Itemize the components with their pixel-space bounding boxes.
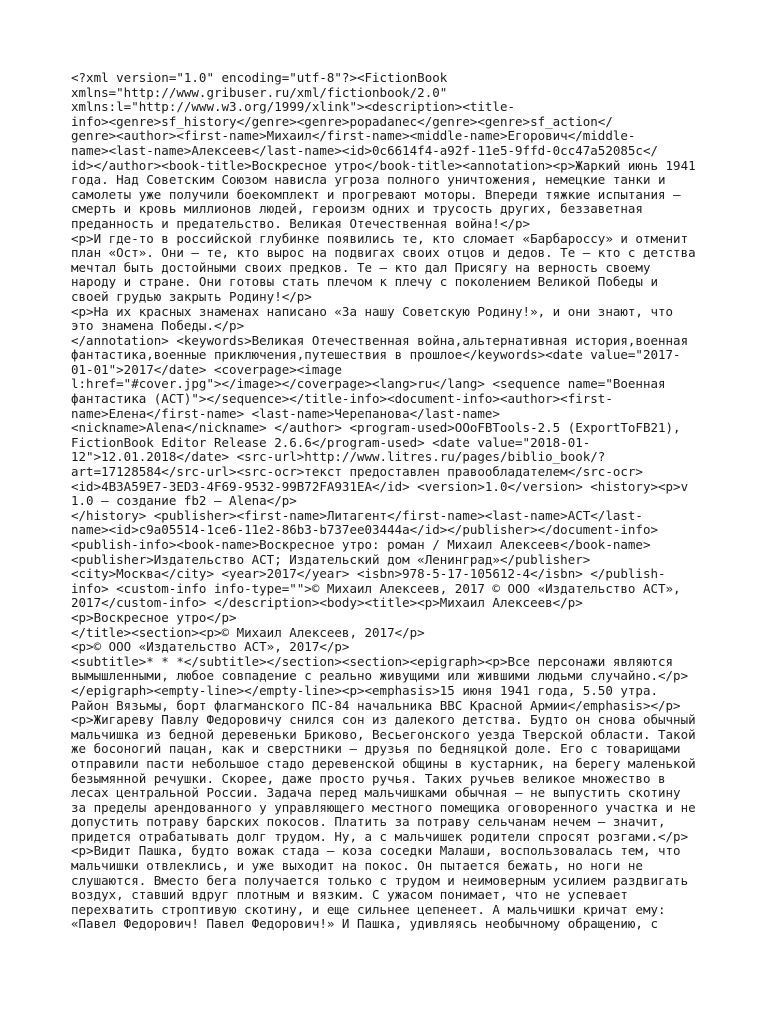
text-line: </epigraph><empty-line></empty-line><p><emphasis>15 июня 1941 года, 5.50 утра. [71, 683, 658, 698]
text-line: смерть и кровь миллионов людей, героизм одних и трусость других, беззаветная [71, 202, 643, 217]
text-line: мальчишки отвлеклись, и уже выходит на покос. Он пытается бежать, но ноги не [71, 859, 643, 874]
text-line: <publisher>Издательство АСТ; Издательский дом «Ленинград»</publisher> [71, 552, 591, 567]
text-line: xmlns:l="http://www.w3.org/1999/xlink"><description><title- [71, 100, 516, 115]
text-line: фантастика (АСТ)"></sequence></title-info><document-info><author><first- [71, 392, 613, 407]
text-line: вымышленными, любое совпадение с реально живущими или жившими людьми случайно.</p> [71, 669, 689, 684]
text-line: Район Вязьмы, борт флагманского ПС-84 начальника ВВС Красной Армии</emphasis></p> [71, 698, 681, 713]
text-line: <nickname>Alena</nickname> </author> <program-used>OOoFBTools-2.5 (ExportToFB21), [71, 421, 681, 436]
text-line: мальчишка из бедной деревеньки Бриково, Весьегонского уезда Тверской области. Такой [71, 727, 696, 742]
text-line: l:href="#cover.jpg"></image></coverpage><lang>ru</lang> <sequence name="Военная [71, 377, 666, 392]
text-line: <id>4B3A59E7-3ED3-4F69-9532-99B72FA931EA</id> <version>1.0</version> <history><p>v [71, 479, 689, 494]
text-line: мечтал быть достойными своих предков. Те – кто дал Присягу на верность своему [71, 260, 651, 275]
text-line: 01-01">2017</date> <coverpage><image [71, 362, 342, 377]
text-line: name><last-name>Алексеев</last-name><id>0c6614f4-a92f-11e5-9ffd-0cc47a52085c</ [71, 143, 658, 158]
text-line: 12">12.01.2018</date> <src-url>http://www.litres.ru/pages/biblio_book/? [71, 450, 606, 465]
text-line: FictionBook Editor Release 2.6.6</program-used> <date value="2018-01- [71, 435, 591, 450]
text-line: года. Над Советским Союзом нависла угроза полного уничтожения, немецкие танки и [71, 173, 666, 188]
text-line: фантастика,военные приключения,путешествия в прошлое</keywords><date value="2017- [71, 348, 681, 363]
text-line: <?xml version="1.0" encoding="utf-8"?><FictionBook [71, 71, 448, 85]
text-line: info> <custom-info info-type="">© Михаил Алексеев, 2017 © ООО «Издательство АСТ», [71, 581, 681, 596]
text-line: <p>Жигареву Павлу Федоровичу снился сон из далекого детства. Будто он снова обычный [71, 713, 696, 728]
text-line: же босоногий пацан, как и сверстники – друзья по бедняцкой доле. Его с товарищами [71, 742, 681, 757]
text-line: <p>© ООО «Издательство АСТ», 2017</p> [71, 640, 350, 655]
text-line: art=17128584</src-url><src-ocr>текст предоставлен правообладателем</src-ocr> [71, 465, 643, 480]
text-line: <publish-info><book-name>Воскресное утро: роман / Михаил Алексеев</book-name> [71, 538, 651, 552]
text-line: genre><author><first-name>Михаил</first-name><middle-name>Егорович</middle- [71, 129, 636, 144]
text-line: <city>Москва</city> <year>2017</year> <isbn>978-5-17-105612-4</isbn> </publish- [71, 567, 666, 582]
document-body [71, 71, 711, 932]
text-line: придется отрабатывать долг трудом. Ну, а с мальчишек родители спросят розгами.</p> [71, 829, 689, 844]
text-line: <p>Воскресное утро</p> [71, 610, 237, 625]
text-line: <p>И где-то в российской глубинке появились те, кто сломает «Барбароссу» и отменит [71, 231, 689, 246]
text-line: план «Ост». Они – те, кто вырос на подвигах своих отцов и дедов. Те – кто с детства [71, 246, 696, 261]
text-line: своей грудью закрыть Родину!</p> [71, 289, 312, 304]
text-line: </title><section><p>© Михаил Алексеев, 2017</p> [71, 625, 425, 640]
text-line: <p>Видит Пашка, будто вожак стада – коза соседки Малаши, воспользовалась тем, что [71, 844, 681, 859]
text-line: <p>На их красных знаменах написано «За нашу Советскую Родину!», и они знают, что [71, 304, 674, 319]
text-line: за пределы арендованного у управляющего местного помещика оговоренного участка и не [71, 800, 696, 815]
text-line: безымянной речушки. Скорее, даже просто ручья. Таких ручьев великое множество в [71, 771, 666, 786]
text-line: 1.0 – создание fb2 – Alena</p> [71, 494, 297, 509]
text-line: преданность и предательство. Великая Отечественная война!</p> [71, 216, 531, 231]
text-line: id></author><book-title>Воскресное утро</book-title><annotation><p>Жаркий июнь 1941 [71, 158, 696, 173]
text-line: это знамена Победы.</p> [71, 319, 245, 334]
text-line: </history> <publisher><first-name>Литагент</first-name><last-name>АСТ</last- [71, 508, 643, 523]
text-line: name><id>c9a05514-1ce6-11e2-86b3-b737ee03444a</id></publisher></document-info> [71, 523, 658, 538]
text-line: <subtitle>* * *</subtitle></section><section><epigraph><p>Все персонажи являются [71, 654, 674, 669]
text-line: слушаются. Вместо бега получается только с трудом и неимоверным усилием раздвигать [71, 873, 689, 888]
text-line: name>Елена</first-name> <last-name>Черепанова</last-name> [71, 406, 500, 421]
text-line: народу и стране. Они готовы стать плечом к плечу с поколением Великой Победы и [71, 275, 658, 290]
text-line: самолеты уже получили боекомплект и прогревают моторы. Впереди тяжкие испытания – [71, 187, 681, 202]
text-line: воздух, ставший вдруг плотным и вязким. С ужасом понимает, что не успевает [71, 888, 628, 903]
text-line: отправили пасти небольшое стадо деревенской общины в кустарник, на берегу маленькой [71, 756, 696, 771]
text-line: 2017</custom-info> </description><body><title><p>Михаил Алексеев</p> [71, 596, 583, 611]
text-line: допустить потраву барских покосов. Платить за потраву сельчанам нечем – значит, [71, 815, 666, 830]
text-line: «Павел Федорович! Павел Федорович!» И Пашка, удивляясь необычному обращению, с [71, 917, 658, 932]
text-line: info><genre>sf_history</genre><genre>popadanec</genre><genre>sf_action</ [71, 114, 613, 129]
text-line: перехватить строптивую скотину, и еще сильнее цепенеет. А мальчишки кричат ему: [71, 902, 666, 917]
text-line: xmlns="http://www.gribuser.ru/xml/fictionbook/2.0" [71, 85, 448, 100]
text-line: </annotation> <keywords>Великая Отечественная война,альтернативная история,военная [71, 333, 689, 348]
text-line: лесах центральной России. Задача перед мальчишками обычная – не выпустить скотину [71, 786, 681, 801]
